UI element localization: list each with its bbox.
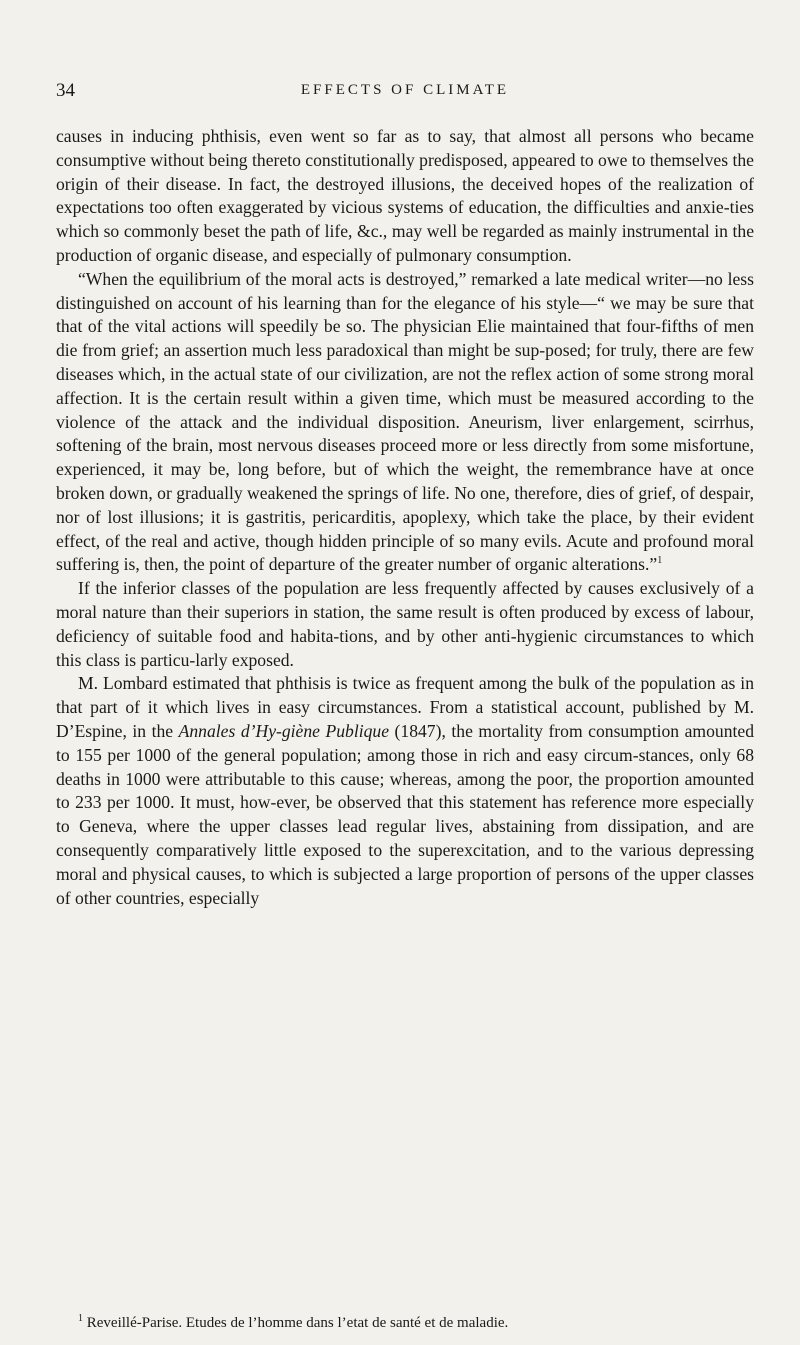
paragraph-text: causes in inducing phthisis, even went so far as to say, that almost all persons who became consumptive without being thereto constitutionally predisposed, appeared to owe to themselves the origin of their disease. In fact, the destroyed illusions, the deceived hopes of the realization of expectations too often exaggerated by vicious systems of education, the difficulties and anxie-ties which so commonly beset the path of life, &c., may well be regarded as mainly instrumental in the production of organic disease, and especially of pulmonary consumption.	[56, 126, 754, 265]
journal-title: Annales d’Hy-giène Publique	[178, 720, 390, 741]
paragraph-text: (1847), the mortality from consumption amounted to 155 per 1000 of the general population; among those in rich and easy circum-stances, only 68 deaths in 1000 were attributable to this cause; whereas, among the poor, the proportion amounted to 233 per 1000. It must, how-ever, be observed that this statement has reference more especially to Geneva, where the upper classes lead regular lives, abstaining from dissipation, and are consequently comparatively little exposed to the superexcitation, and to the various depressing moral and physical causes, to which is subjected a large proportion of persons of the upper classes of other countries, especially	[56, 720, 754, 908]
paragraph-text: If the inferior classes of the population are less frequently affected by causes exclusively of a moral nature than their superiors in station, the same result is often produced by excess of labour, deficiency of suitable food and habita-tions, and by other anti-hygienic circumstances to which this class is particu-larly exposed.	[56, 578, 754, 670]
footnote-reference: 1	[657, 555, 663, 567]
footnote-text: Reveillé-Parise. Etudes de l’homme dans l’etat de santé et de maladie.	[86, 1315, 509, 1331]
page-header	[56, 80, 754, 106]
page-number: 34	[56, 80, 75, 101]
body-text	[56, 125, 754, 910]
footnote	[56, 1314, 754, 1332]
paragraph-text: M. Lombard estimated that phthisis is twice as frequent among the bulk of the population as in that part of it which lives in easy circumstances. From a statistical account, published by M. D’Espine, in the	[56, 673, 754, 741]
paragraph-2	[56, 268, 754, 577]
footnote-marker: 1	[78, 1313, 83, 1324]
running-title: EFFECTS OF CLIMATE	[300, 82, 510, 98]
paragraph-4	[56, 672, 754, 910]
paragraph-1	[56, 125, 754, 268]
paragraph-3	[56, 577, 754, 672]
paragraph-text: “When the equilibrium of the moral acts is destroyed,” remarked a late medical writer—no less distinguished on account of his learning than for the elegance of his style—“ we may be sure that that of the vital actions will speedily be so. The physician Elie maintained that four-fifths of men die from grief; an assertion much less paradoxical than might be sup-posed; for truly, there are few diseases which, in the actual state of our civilization, are not the reflex action of some strong moral affection. It is the certain result within a given time, which must be measured according to the violence of the attack and the individual disposition. Aneurism, liver enlargement, scirrhus, softening of the brain, most nervous diseases proceed more or less directly from some misfortune, experienced, it may be, long before, but of which the weight, the remembrance have at once broken down, or gradually weakened the springs of life. No one, therefore, dies of grief, of despair, nor of lost illusions; it is gastritis, pericarditis, apoplexy, which take the place, by their evident effect, of the real and active, though hidden principle of so many evils. Acute and profound moral suffering is, then, the point of departure of the greater number of organic alterations.”	[56, 268, 754, 575]
